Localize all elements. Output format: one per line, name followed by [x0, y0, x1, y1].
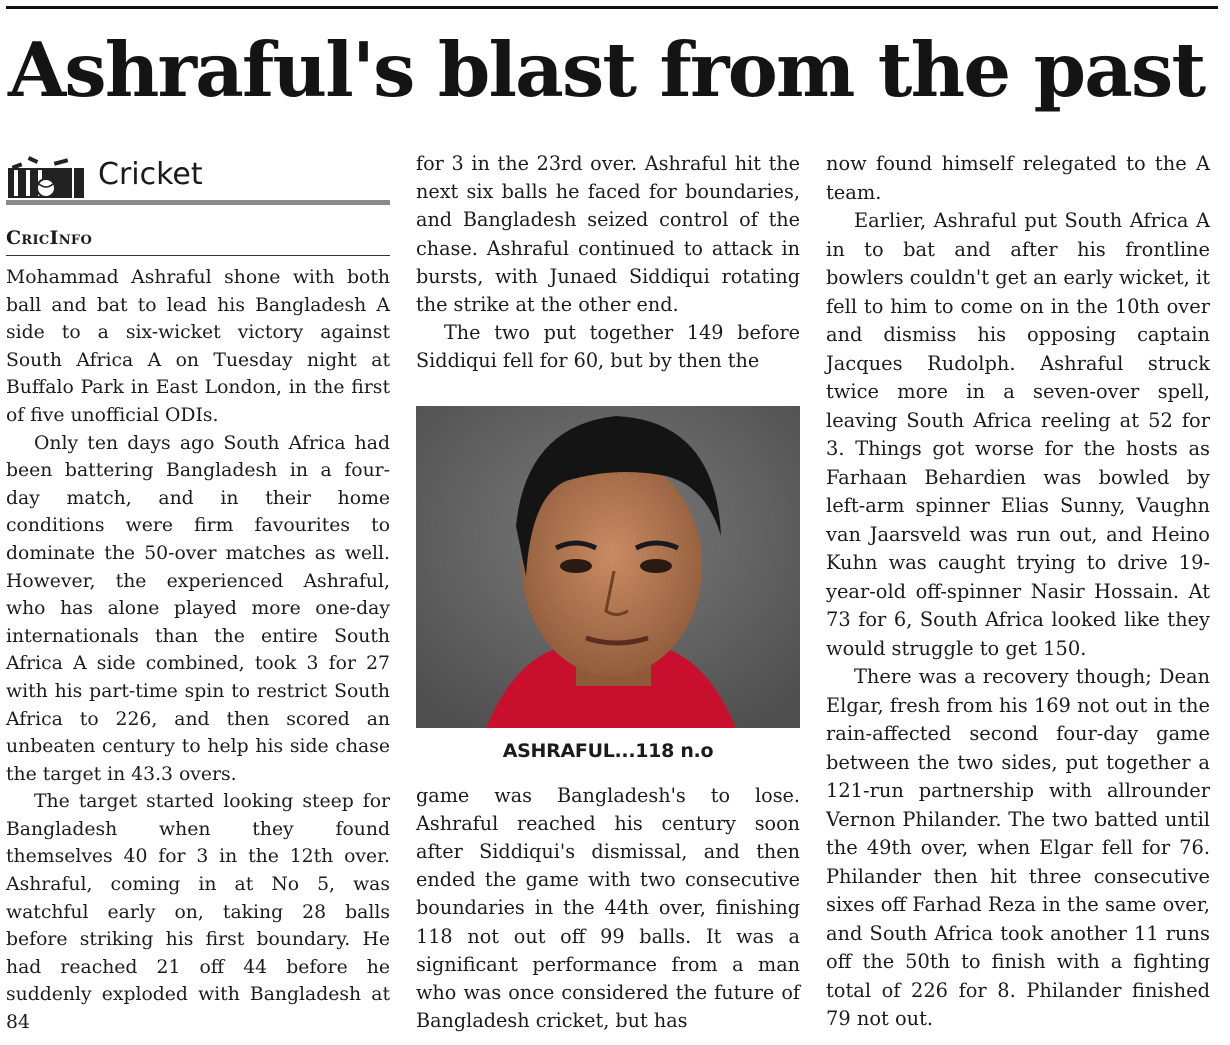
- byline: CricInfo: [6, 225, 390, 256]
- article-column-3: [826, 150, 1210, 1034]
- paragraph-1: Mohammad Ashraful shone with both ball and bat to lead his Bangladesh A side to a six-wicket victory against South Africa A on Tuesday night at Buffalo Park in East London, in the first of five unofficial ODIs.: [6, 267, 390, 426]
- portrait-image: [416, 406, 800, 728]
- article-column-1: [6, 150, 390, 1037]
- photo-caption: ASHRAFUL...118 n.o: [502, 739, 714, 762]
- paragraph-4-start: The two put together 149 before Siddiqui fell for 60, but by then the: [416, 321, 800, 373]
- paragraph-2: Only ten days ago South Africa had been battering Bangladesh in a four-day match, and in their home conditions were firm favourites to dominate the 50-over matches as well. However, the experienced Ashraful, who has alone played more one-day internationals than the entire South Africa A side combined, took 3 for 27 with his part-time spin to restrict South Africa to 226, and then scored an unbeaten century to help his side chase the target in 43.3 overs.: [6, 432, 390, 785]
- paragraph-4-end: now found himself relegated to the A team.: [826, 152, 1210, 204]
- top-rule: [6, 6, 1218, 9]
- paragraph-3-continued: for 3 in the 23rd over. Ashraful hit the next six balls he faced for boundaries, and Bangladesh seized control of the chase. Ashraful continued to attack in bursts, with Junaed Siddiqui rotating the strike at the other end.: [416, 152, 800, 317]
- paragraph-6: There was a recovery though; Dean Elgar, fresh from his 169 not out in the rain-affected second four-day game between the two sides, put together a 121-run partnership with allrounder Vernon Philander. The two batted until the 49th over, when Elgar fell for 76. Philander then hit three consecutive sixes off Farhad Reza in the same over, and South Africa took another 11 runs off the 50th to finish with a fighting total of 226 for 8. Philander finished 79 not out.: [826, 665, 1210, 1030]
- section-header: [6, 150, 390, 200]
- article-column-2: [416, 150, 800, 1035]
- cricket-stumps-icon: [8, 154, 94, 198]
- section-label: Cricket: [98, 157, 203, 192]
- section-divider: [6, 200, 390, 205]
- player-photo: [416, 406, 800, 728]
- paragraph-5: Earlier, Ashraful put South Africa A in to bat and after his frontline bowlers couldn't get an early wicket, it fell to him to come on in the 10th over and dismiss his opposing captain Jacques Rudolph. Ashraful struck twice more in a seven-over spell, leaving South Africa reeling at 52 for 3. Things got worse for the hosts as Farhaan Behardien was bowled by left-arm spinner Elias Sunny, Vaughn van Jaarsveld was run out, and Heino Kuhn was caught trying to drive 19-year-old off-spinner Nasir Hossain. At 73 for 6, South Africa looked like they would struggle to get 150.: [826, 209, 1210, 660]
- paragraph-4-continued: game was Bangladesh's to lose. Ashraful reached his century soon after Siddiqui's dismissal, and then ended the game with two consecutive boundaries in the 44th over, finishing 118 not out off 99 balls. It was a significant performance from a man who was once considered the future of Bangladesh cricket, but has: [416, 783, 800, 1033]
- paragraph-3-start: The target started looking steep for Bangladesh when they found themselves 40 for 3 in the 12th over. Ashraful, coming in at No 5, was watchful early on, taking 28 balls before striking his first boundary. He had reached 21 off 44 before he suddenly exploded with Bangladesh at 84: [6, 791, 390, 1034]
- headline: Ashraful's blast from the past: [8, 26, 1205, 114]
